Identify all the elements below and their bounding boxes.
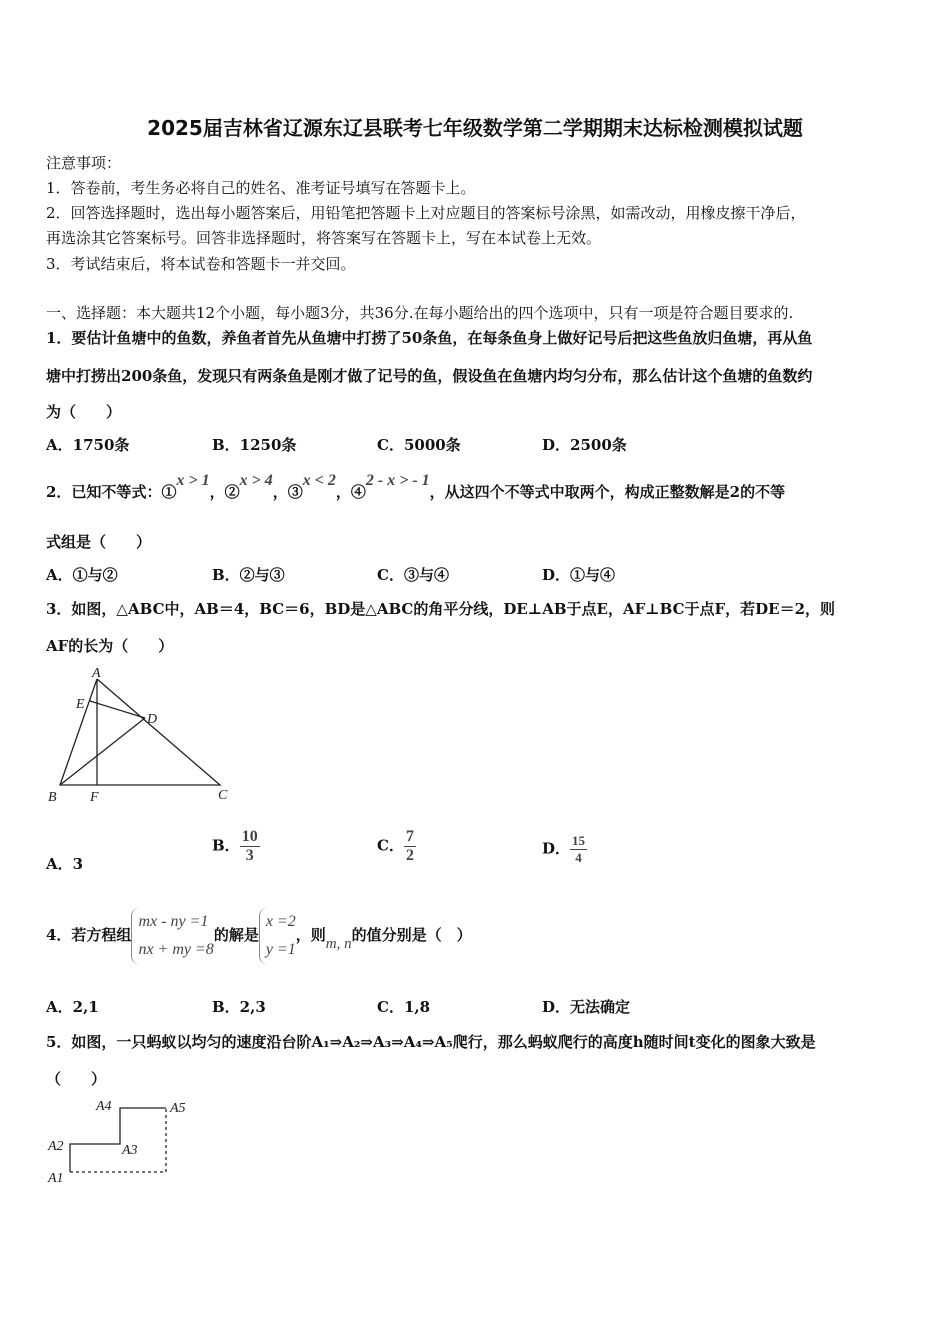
notice-heading: 注意事项： (46, 154, 122, 172)
equation: nx + my =8 (138, 941, 214, 958)
q1-line: 为（ ） (46, 403, 122, 421)
fraction (240, 828, 260, 865)
q1-line: 1．要估计鱼塘中的鱼数，养鱼者首先从鱼塘中打捞了50条鱼，在每条鱼身上做好记号后把这些鱼放归鱼塘，再从鱼 (46, 329, 813, 347)
q4-mid: 的解是 (213, 926, 259, 944)
q4-line (46, 908, 472, 964)
q2-ineq1: x > 1 (176, 472, 210, 489)
q2-ineq3: x < 2 (302, 472, 336, 489)
q2-line (46, 472, 786, 502)
q5-line: （ ） (46, 1070, 107, 1088)
q2-prefix: 2．已知不等式：① (46, 483, 177, 501)
q1-option-a[interactable]: A．1750条 (46, 436, 130, 454)
q1-option-d[interactable]: D．2500条 (542, 436, 627, 454)
numerator: 10 (241, 828, 258, 845)
q2-sep: ，④ (335, 483, 366, 501)
equation-system (131, 908, 213, 964)
triangle-figure (40, 665, 240, 810)
q2-sep: ，③ (272, 483, 303, 501)
q4-suffix: 的值分别是（ ） (351, 926, 472, 944)
solution-system (259, 908, 296, 964)
label-b: B (48, 790, 57, 805)
label-e: E (76, 697, 85, 712)
option-label: D． (542, 839, 571, 858)
q2-ineq4: 2 - x > - 1 (365, 472, 430, 489)
label-d: D (147, 712, 158, 727)
q3-line: AF的长为（ ） (46, 637, 174, 655)
q2-option-b[interactable]: B．②与③ (212, 566, 285, 584)
solution: y =1 (265, 941, 296, 958)
denominator: 3 (245, 847, 254, 864)
section-heading: 一、选择题：本大题共12个小题，每小题3分，共36分.在每小题给出的四个选项中，只有一项是符合题目要求的. (46, 304, 794, 322)
q4-option-d[interactable]: D．无法确定 (542, 998, 631, 1016)
label-f: F (90, 790, 99, 805)
q2-option-d[interactable]: D．①与④ (542, 566, 616, 584)
label-a3: A3 (122, 1143, 138, 1158)
notice-item: 2．回答选择题时，选出每小题答案后，用铅笔把答题卡上对应题目的答案标号涂黑，如需改动，用橡皮擦干净后， (46, 204, 806, 222)
q4-option-a[interactable]: A．2,1 (46, 998, 99, 1016)
q5-line: 5．如图，一只蚂蚁以均匀的速度沿台阶A₁⇒A₂⇒A₃⇒A₄⇒A₅爬行，那么蚂蚁爬行的高度h随时间t变化的图象大致是 (46, 1033, 816, 1051)
notice-item: 再选涂其它答案标号。回答非选择题时，将答案写在答题卡上，写在本试卷上无效。 (46, 229, 602, 247)
label-c: C (218, 788, 228, 803)
q1-option-b[interactable]: B．1250条 (212, 436, 297, 454)
equation: mx - ny =1 (138, 913, 209, 930)
option-label: B． (212, 836, 240, 855)
denominator: 2 (405, 847, 414, 864)
fraction (404, 828, 416, 865)
q3-option-a[interactable] (46, 853, 83, 874)
option-label: A． (46, 855, 73, 873)
option-label: C． (377, 836, 404, 855)
fraction (570, 833, 587, 866)
stairs-figure (40, 1092, 200, 1192)
q4-option-c[interactable]: C．1,8 (377, 998, 431, 1016)
label-a5: A5 (170, 1101, 186, 1116)
q3-option-b[interactable] (212, 828, 260, 865)
q1-option-c[interactable]: C．5000条 (377, 436, 461, 454)
q2-suffix: ，从这四个不等式中取两个，构成正整数解是2的不等 (429, 483, 786, 501)
label-a1: A1 (48, 1171, 64, 1186)
numerator: 7 (405, 828, 414, 845)
denominator: 4 (575, 850, 582, 865)
q2-line2: 式组是（ ） (46, 533, 152, 551)
q2-ineq2: x > 4 (239, 472, 273, 489)
q4-vars: m, n (325, 936, 352, 952)
label-a4: A4 (96, 1099, 112, 1114)
q2-option-c[interactable]: C．③与④ (377, 566, 449, 584)
q3-option-d[interactable] (542, 833, 587, 866)
q2-option-a[interactable]: A．①与② (46, 566, 118, 584)
q4-prefix: 4．若方程组 (46, 926, 132, 944)
label-a: A (92, 666, 101, 681)
q2-sep: ，② (209, 483, 240, 501)
page-title: 2025届吉林省辽源东辽县联考七年级数学第二学期期末达标检测模拟试题 (147, 116, 803, 140)
q3-line: 3．如图，△ABC中，AB＝4，BC＝6，BD是△ABC的角平分线，DE⊥AB于点E，AF⊥BC于点F，若DE＝2，则 (46, 600, 836, 618)
q1-line: 塘中打捞出200条鱼，发现只有两条鱼是刚才做了记号的鱼，假设鱼在鱼塘内均匀分布，那么估计这个鱼塘的鱼数约 (46, 367, 813, 385)
q4-then: ，则 (295, 926, 326, 944)
q3-option-c[interactable] (377, 828, 416, 865)
q4-option-b[interactable]: B．2,3 (212, 998, 266, 1016)
notice-item: 1．答卷前，考生务必将自己的姓名、准考证号填写在答题卡上。 (46, 179, 476, 197)
solution: x =2 (265, 913, 296, 930)
numerator: 15 (572, 833, 586, 848)
label-a2: A2 (48, 1139, 64, 1154)
notice-item: 3．考试结束后，将本试卷和答题卡一并交回。 (46, 255, 356, 273)
option-value: 3 (72, 855, 84, 873)
